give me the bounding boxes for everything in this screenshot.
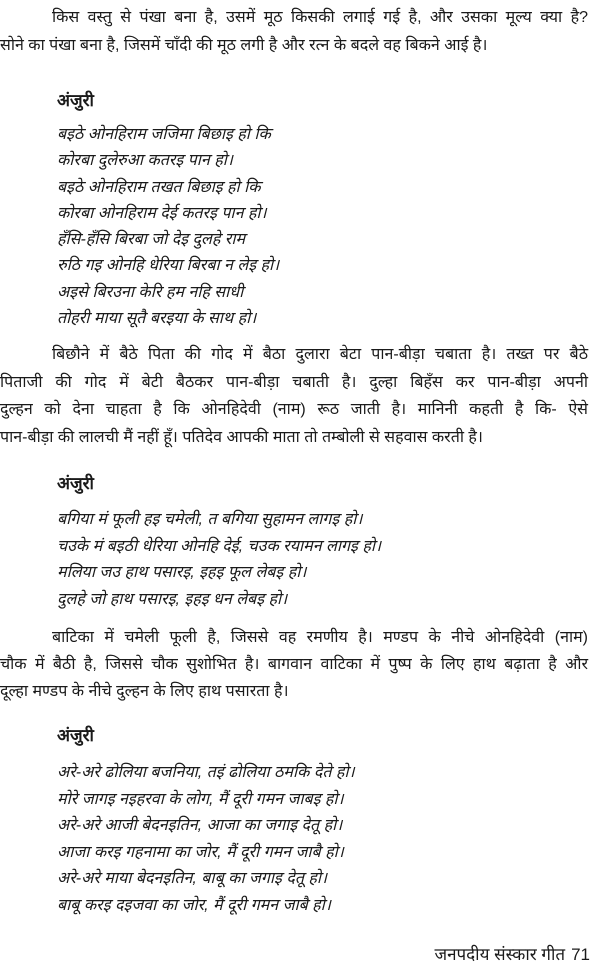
paragraph-1 [0, 4, 588, 60]
verse-line: चउके मं बइठी धेरिया ओनहि देई, चउक रयामन लागइ हो। [57, 537, 382, 555]
verse-1 [57, 122, 279, 332]
verse-line: बइठे ओनहिराम जजिमा बिछाइ हो कि [57, 126, 271, 143]
paragraph-line: किस वस्तु से पंखा बना है, उसमें मूठ किसकी लगाई गई है, और उसका मूल्य क्या है? [52, 9, 588, 26]
verse-line: अइसे बिरउना केरि हम नहि साधी [57, 283, 244, 301]
verse-line: बाबू करइ दइजवा का जोर, मैं दूरी गमन जाबै हो। [57, 896, 331, 914]
paragraph-line: सोने का पंखा बना है, जिसमें चाँदी की मूठ लगी है और रत्न के बदले वह बिकने आई है। [0, 37, 488, 54]
verse-2 [57, 507, 381, 614]
verse-line: तोहरी माया सूतै बरइया के साथ हो। [57, 310, 257, 328]
page-footer [434, 942, 590, 965]
verse-line: कोरबा ओनहिराम देई कतरइ पान हो। [57, 204, 267, 222]
verse-line: रुठि गइ ओनहि धेरिया बिरबा न लेइ हो। [57, 257, 280, 275]
page-number: 71 [571, 945, 590, 964]
paragraph-3 [0, 624, 588, 705]
paragraph-line: चौक में बैठी है, जिससे चौक सुशोभित है। बागवान वाटिका में पुष्प के लिए हाथ बढ़ाता है और [0, 656, 588, 673]
verse-line: आजा करइ गहनामा का जोर, मैं दूरी गमन जाबै हो। [57, 843, 344, 861]
verse-line: मलिया जउ हाथ पसारइ, इहइ फूल लेबइ हो। [57, 564, 307, 582]
verse-line: कोरबा दुलेरुआ कतरइ पान हो। [57, 152, 233, 170]
section-heading: अंजुरी [57, 474, 94, 493]
paragraph-line: पान-बीड़ा की लालची मैं नहीं हूँ। पतिदेव आपकी माता तो तम्बोली से सहवास करती है। [0, 429, 483, 447]
verse-line: बइठे ओनहिराम तखत बिछाइ हो कि [57, 178, 261, 196]
verse-line: अरे-अरे आजी बेदनइतिन, आजा का जगाइ देतू हो। [57, 817, 343, 835]
verse-line: दुलहे जो हाथ पसारइ, इहइ धन लेबइ हो। [57, 591, 288, 609]
section-heading: अंजुरी [57, 91, 94, 110]
verse-line: हँसि-हँसि बिरबा जो देइ दुलहे राम [57, 231, 246, 249]
section-heading: अंजुरी [57, 726, 94, 745]
footer-book-title: जनपदीय संस्कार गीत [434, 945, 566, 964]
verse-line: बगिया मं फूली हइ चमेली, त बगिया सुहामन लागइ हो। [57, 511, 363, 528]
verse-line: अरे-अरे ढोलिया बजनिया, तइं ढोलिया ठमकि देते हो। [57, 764, 355, 781]
paragraph-line: दूल्हा मण्डप के नीचे दुल्हन के लिए हाथ पसारता है। [0, 683, 289, 700]
paragraph-2 [0, 341, 588, 452]
paragraph-line: पिताजी की गोद में बेटी बैठकर पान-बीड़ा चबाती है। दुल्हा बिहँस कर पान-बीड़ा अपनी [0, 373, 588, 391]
paragraph-line: बाटिका में चमेली फूली है, जिससे वह रमणीय है। मण्डप के नीचे ओनहिदेवी (नाम) [52, 629, 588, 646]
verse-3 [57, 760, 355, 920]
verse-line: अरे-अरे माया बेदनइतिन, बाबू का जगाइ देतू हो। [57, 870, 328, 888]
paragraph-line: दुल्हन को देना चाहता है कि ओनहिदेवी (नाम) रूठ जाती है। मानिनी कहती है कि- ऐसे [0, 401, 588, 419]
paragraph-line: बिछौने में बैठे पिता की गोद में बैठा दुलारा बेटा पान-बीड़ा चबाता है। तख्त पर बैठे [52, 346, 588, 363]
verse-line: मोरे जागइ नइहरवा के लोग, मैं दूरी गमन जाबइ हो। [57, 790, 344, 808]
